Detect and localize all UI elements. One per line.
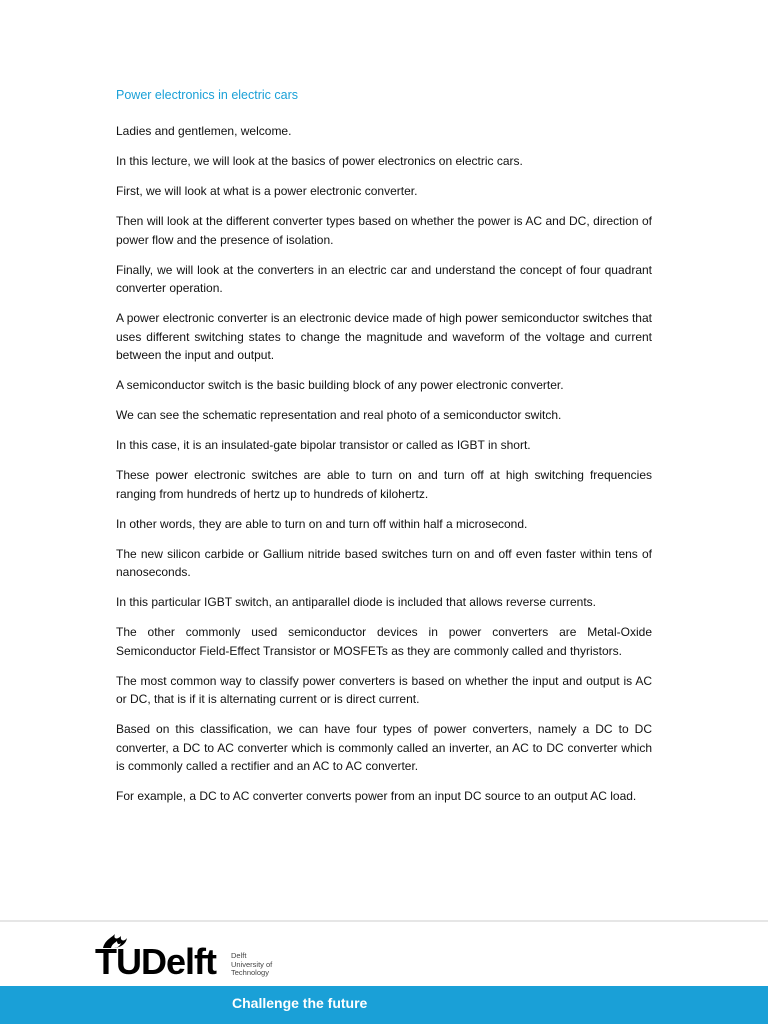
paragraph: A semiconductor switch is the basic building block of any power electronic converter. [116, 378, 564, 392]
paragraph: These power electronic switches are able to turn on and turn off at high switching frequencies ranging from hundreds of hertz up to hundreds of kilohertz. [116, 468, 652, 501]
tagline: Challenge the future [232, 995, 368, 1011]
paragraph: The other commonly used semiconductor devices in power converters are Metal-Oxide Semiconductor Field-Effect Transistor or MOSFETs as they are commonly called and thyristors. [116, 625, 652, 658]
tudelft-logo [95, 930, 295, 982]
document-title: Power electronics in electric cars [116, 88, 299, 102]
paragraph: We can see the schematic representation and real photo of a semiconductor switch. [116, 408, 562, 422]
paragraph: The most common way to classify power converters is based on whether the input and output is AC or DC, that is if it is alternating current or is direct current. [116, 673, 652, 706]
paragraph: Then will look at the different converter types based on whether the power is AC and DC, direction of power flow and the presence of isolation. [116, 214, 652, 247]
paragraph: In this particular IGBT switch, an antiparallel diode is included that allows reverse currents. [116, 595, 597, 609]
paragraph: For example, a DC to AC converter converts power from an input DC source to an output AC load. [116, 789, 637, 803]
document-body [116, 86, 652, 817]
paragraph: Finally, we will look at the converters in an electric car and understand the concept of four quadrant converter operation. [116, 262, 652, 295]
logo-sub-line: University of [231, 959, 273, 969]
paragraph: The new silicon carbide or Gallium nitride based switches turn on and off even faster within tens of nanoseconds. [116, 546, 652, 579]
footer-divider [0, 920, 768, 922]
footer-bar [0, 986, 768, 1024]
paragraph: Ladies and gentlemen, welcome. [116, 124, 292, 138]
paragraph: Based on this classification, we can have four types of power converters, namely a DC to DC converter, a DC to AC converter which is commonly called an inverter, an AC to DC converter which is commonly called a rectifier and an AC to AC converter. [116, 722, 652, 773]
paragraph: First, we will look at what is a power electronic converter. [116, 184, 418, 198]
logo-sub-line: Delft [231, 951, 247, 960]
paragraph: In this lecture, we will look at the basics of power electronics on electric cars. [116, 154, 523, 168]
paragraph: In other words, they are able to turn on and turn off within half a microsecond. [116, 516, 528, 531]
logo-sub-line: Technology [231, 968, 269, 977]
paragraph: A power electronic converter is an electronic device made of high power semiconductor switches that uses different switching states to change the magnitude and waveform of the voltage and current between the input and output. [116, 311, 652, 362]
logo-subtitle [231, 952, 272, 978]
logo-wordmark: TUDelft [95, 941, 216, 982]
paragraph: In this case, it is an insulated-gate bipolar transistor or called as IGBT in short. [116, 438, 531, 452]
